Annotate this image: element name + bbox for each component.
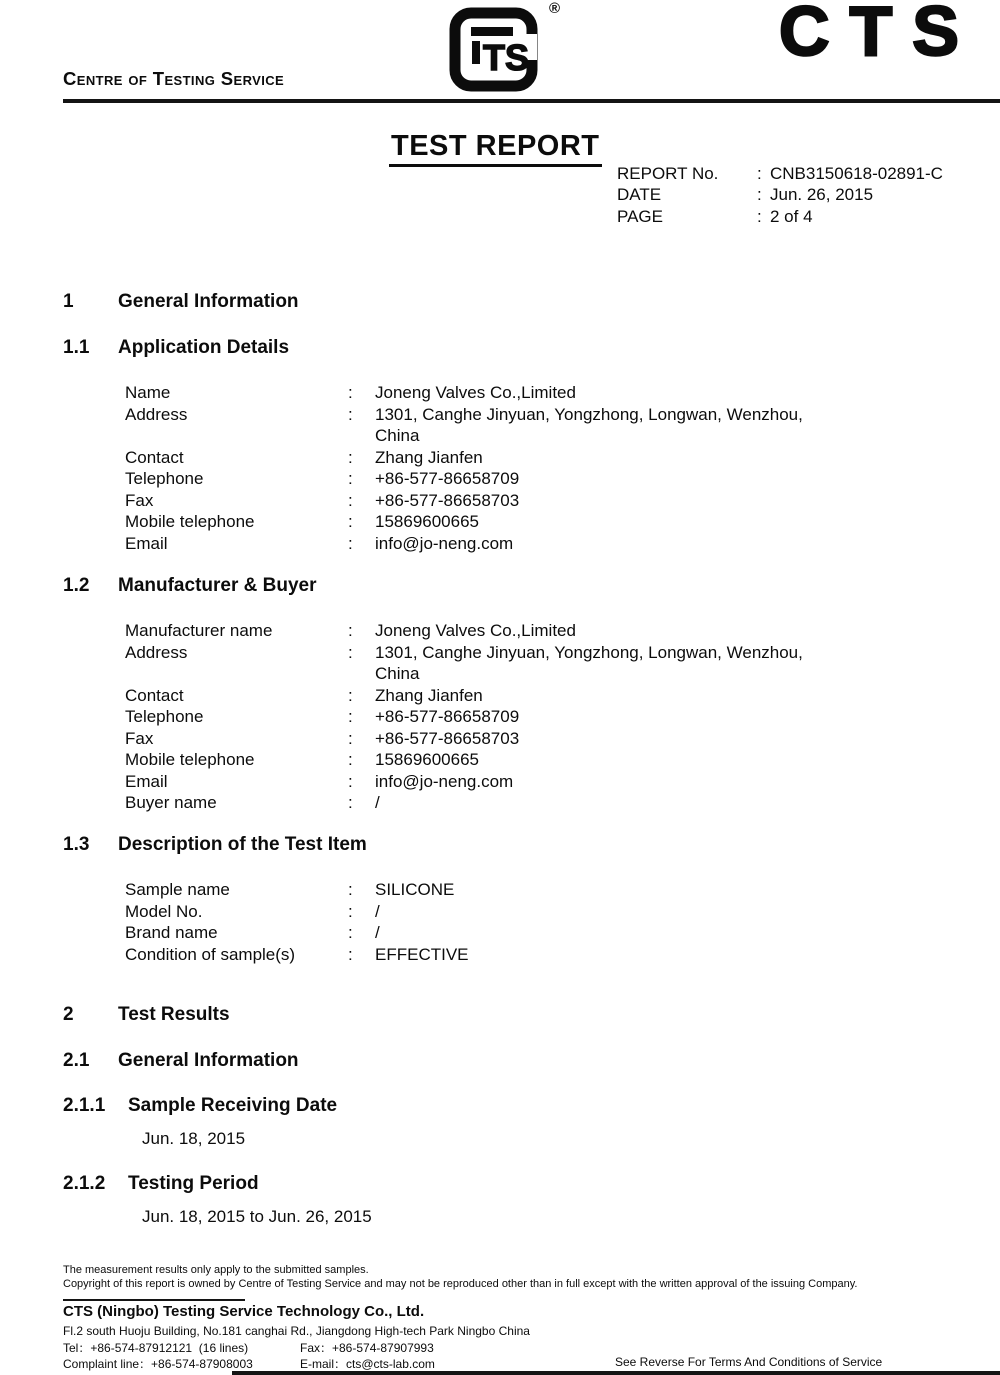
registered-trademark-icon: ®	[549, 0, 561, 17]
field-value: info@jo-neng.com	[375, 533, 514, 553]
address-line-1: 1301, Canghe Jinyuan, Yongzhong, Longwan, Wenzhou,	[375, 404, 803, 424]
field-colon: :	[348, 642, 353, 662]
application-details	[125, 382, 875, 554]
field-value: Zhang Jianfen	[375, 447, 483, 467]
heading-1-3-number: 1.3	[63, 834, 90, 855]
field-value: /	[375, 901, 380, 921]
heading-2-1-2-title: Testing Period	[128, 1173, 259, 1194]
field-label: Email	[125, 533, 168, 553]
field-row-email	[125, 771, 875, 793]
field-label: Address	[125, 642, 188, 662]
report-no-value: CNB3150618-02891-C	[770, 164, 943, 183]
heading-2-1-title: General Information	[118, 1050, 299, 1071]
field-row-address	[125, 404, 875, 447]
field-row-condition	[125, 944, 875, 966]
footer-email: E-mail：cts@cts-lab.com	[300, 1357, 435, 1371]
field-row-contact	[125, 447, 875, 469]
field-label: Buyer name	[125, 793, 217, 812]
field-value: 15869600665	[375, 750, 480, 769]
heading-1-1-title: Application Details	[118, 337, 290, 358]
field-label: Telephone	[125, 469, 204, 488]
date-row	[617, 184, 943, 205]
heading-1-3	[63, 834, 367, 856]
date-label: DATE	[617, 185, 662, 205]
field-label: Name	[125, 383, 171, 402]
address-line-1: 1301, Canghe Jinyuan, Yongzhong, Longwan, Wenzhou,	[375, 642, 803, 662]
heading-1-2-title: Manufacturer & Buyer	[118, 575, 317, 596]
report-meta	[617, 163, 943, 227]
heading-2-1-number: 2.1	[63, 1050, 90, 1071]
field-colon: :	[348, 707, 353, 726]
field-colon: :	[348, 901, 353, 921]
field-row-manufacturer	[125, 620, 875, 642]
field-value: 15869600665	[375, 512, 480, 531]
footer-company-address: Fl.2 south Huoju Building, No.181 canghai Rd., Jiangdong High-tech Park Ningbo China	[63, 1324, 530, 1338]
field-colon: :	[348, 923, 353, 942]
footer-bottom-bar	[232, 1371, 1000, 1375]
heading-1-1-number: 1.1	[63, 337, 90, 358]
footer-note-2: Copyright of this report is owned by Centre of Testing Service and may not be reproduced other than in full except with the written approval of the issuing Company.	[63, 1277, 858, 1290]
field-colon: :	[348, 447, 353, 467]
address-line-2: China	[375, 426, 420, 445]
heading-2-title: Test Results	[118, 1004, 230, 1025]
field-colon: :	[348, 771, 353, 791]
field-label: Manufacturer name	[125, 621, 273, 640]
field-value	[375, 642, 875, 685]
field-value: info@jo-neng.com	[375, 771, 514, 791]
heading-1-title: General Information	[118, 291, 299, 312]
field-label: Condition of sample(s)	[125, 944, 296, 964]
heading-1-3-title: Description of the Test Item	[118, 834, 367, 855]
field-label: Fax	[125, 490, 154, 510]
footer-contact-row-2	[63, 1355, 882, 1372]
field-value	[375, 404, 875, 447]
manufacturer-buyer-details	[125, 620, 875, 814]
footer-notes	[63, 1264, 857, 1291]
heading-2-number: 2	[63, 1004, 74, 1025]
heading-2-1-1	[63, 1095, 337, 1117]
org-name: Centre of Testing Service	[63, 68, 285, 89]
field-label: Mobile telephone	[125, 750, 255, 769]
field-label: Model No.	[125, 901, 203, 921]
field-label: Contact	[125, 447, 184, 467]
field-colon: :	[348, 469, 353, 488]
report-no-colon: :	[757, 164, 762, 183]
field-label: Address	[125, 404, 188, 424]
heading-1-2-number: 1.2	[63, 575, 90, 596]
brand-wordmark: CTS	[779, 0, 979, 70]
field-colon: :	[348, 944, 353, 964]
field-label: Mobile telephone	[125, 512, 255, 531]
field-value: SILICONE	[375, 880, 455, 899]
page-colon: :	[757, 206, 762, 226]
field-value: /	[375, 793, 380, 812]
field-row-buyer	[125, 792, 875, 814]
cts-logo-icon	[447, 3, 547, 93]
address-line-2: China	[375, 664, 420, 683]
field-row-sample-name	[125, 879, 875, 901]
heading-1-1	[63, 337, 289, 359]
field-label: Fax	[125, 728, 154, 748]
field-value: Zhang Jianfen	[375, 685, 483, 705]
field-colon: :	[348, 880, 353, 899]
field-row-telephone	[125, 468, 875, 490]
field-colon: :	[348, 533, 353, 553]
footer-complaint-line: Complaint line：+86-574-87908003	[63, 1357, 253, 1371]
field-colon: :	[348, 750, 353, 769]
field-label: Contact	[125, 685, 184, 705]
field-value: /	[375, 923, 380, 942]
field-label: Email	[125, 771, 168, 791]
field-value: +86-577-86658709	[375, 469, 520, 488]
field-label: Brand name	[125, 923, 218, 942]
field-colon: :	[348, 621, 353, 640]
heading-1-2	[63, 575, 317, 597]
field-colon: :	[348, 404, 353, 424]
field-colon: :	[348, 793, 353, 812]
footer-divider	[63, 1299, 245, 1301]
heading-2-1-2	[63, 1173, 259, 1195]
svg-text:TS: TS	[483, 37, 530, 78]
heading-2-1	[63, 1050, 299, 1072]
page-title: TEST REPORT	[389, 130, 602, 167]
header-rule	[63, 99, 1000, 103]
field-value: +86-577-86658703	[375, 490, 520, 510]
field-colon: :	[348, 490, 353, 510]
field-row-brand-name	[125, 922, 875, 944]
footer-contact-row-1	[63, 1339, 615, 1356]
field-value: +86-577-86658709	[375, 707, 520, 726]
field-row-address	[125, 642, 875, 685]
footer-fax: Fax：+86-574-87907993	[300, 1341, 434, 1355]
field-value: EFFECTIVE	[375, 944, 469, 964]
date-colon: :	[757, 185, 762, 205]
field-row-contact	[125, 685, 875, 707]
field-value: Joneng Valves Co.,Limited	[375, 383, 576, 402]
page-value: 2 of 4	[770, 206, 813, 226]
field-value: Joneng Valves Co.,Limited	[375, 621, 576, 640]
field-value: +86-577-86658703	[375, 728, 520, 748]
field-label: Telephone	[125, 707, 204, 726]
footer-company-name: CTS (Ningbo) Testing Service Technology Co., Ltd.	[63, 1303, 425, 1320]
report-no-label: REPORT No.	[617, 164, 719, 183]
footer-note-1: The measurement results only apply to the submitted samples.	[63, 1264, 369, 1276]
test-item-details	[125, 879, 875, 965]
heading-2	[63, 1004, 230, 1026]
field-colon: :	[348, 685, 353, 705]
footer-terms-note: See Reverse For Terms And Conditions of Service	[615, 1355, 883, 1369]
field-colon: :	[348, 728, 353, 748]
field-row-name	[125, 382, 875, 404]
date-value: Jun. 26, 2015	[770, 185, 874, 205]
page-label: PAGE	[617, 206, 663, 226]
field-row-fax	[125, 728, 875, 750]
heading-1-number: 1	[63, 291, 74, 312]
field-row-telephone	[125, 706, 875, 728]
field-row-model-no	[125, 901, 875, 923]
field-row-mobile	[125, 511, 875, 533]
field-row-email	[125, 533, 875, 555]
heading-2-1-2-number: 2.1.2	[63, 1173, 106, 1194]
heading-2-1-1-number: 2.1.1	[63, 1095, 106, 1116]
field-row-mobile	[125, 749, 875, 771]
heading-2-1-1-title: Sample Receiving Date	[128, 1095, 338, 1116]
heading-1	[63, 291, 299, 313]
page-row	[617, 206, 943, 227]
field-colon: :	[348, 512, 353, 531]
field-row-fax	[125, 490, 875, 512]
testing-period-value: Jun. 18, 2015 to Jun. 26, 2015	[142, 1207, 372, 1226]
sample-receiving-date-value: Jun. 18, 2015	[142, 1129, 246, 1148]
footer-tel: Tel：+86-574-87912121 (16 lines)	[63, 1341, 249, 1355]
field-label: Sample name	[125, 880, 230, 899]
report-no-row	[617, 163, 943, 184]
field-colon: :	[348, 383, 353, 402]
